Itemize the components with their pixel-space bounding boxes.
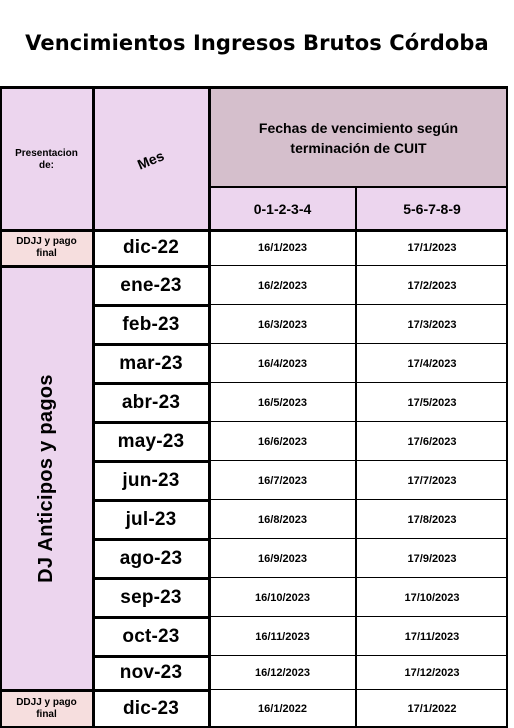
grid-hline <box>93 343 209 346</box>
grid-hline <box>209 186 508 188</box>
grid-hline <box>93 577 209 580</box>
header-fechas <box>209 89 508 187</box>
grid-hline <box>93 265 209 268</box>
grid-hline <box>93 382 209 385</box>
date-cell-0-4: 16/1/2023 <box>209 230 356 266</box>
grid-hline <box>209 421 508 422</box>
grid-hline <box>93 689 209 692</box>
grid-hline <box>209 265 508 266</box>
grid-hline <box>209 304 508 305</box>
group-ddjj-last <box>0 690 93 728</box>
date-cell-0-4: 16/10/2023 <box>209 578 356 617</box>
grid-vline <box>0 89 2 728</box>
date-cell-0-4: 16/8/2023 <box>209 500 356 539</box>
date-cell-5-9: 17/11/2023 <box>356 617 508 656</box>
group-anticipos <box>0 266 93 690</box>
grid-hline <box>209 538 508 539</box>
grid-hline <box>93 304 209 307</box>
grid-hline <box>209 689 508 690</box>
date-cell-5-9: 17/5/2023 <box>356 383 508 422</box>
header-cuit-0-4-label: 0-1-2-3-4 <box>253 200 312 217</box>
header-presentacion-label: Presentacion de: <box>15 147 78 171</box>
month-cell: feb-23 <box>93 305 209 344</box>
grid-hline <box>0 229 508 232</box>
month-cell: jul-23 <box>93 500 209 539</box>
grid-hline <box>209 655 508 656</box>
grid-hline <box>209 460 508 461</box>
date-cell-0-4: 16/2/2023 <box>209 266 356 305</box>
grid-hline <box>0 265 93 268</box>
header-cuit-5-9-label: 5-6-7-8-9 <box>403 200 461 217</box>
date-cell-0-4: 16/7/2023 <box>209 461 356 500</box>
grid-hline <box>209 343 508 344</box>
grid-vline <box>506 89 508 728</box>
date-cell-0-4: 16/4/2023 <box>209 344 356 383</box>
month-cell: abr-23 <box>93 383 209 422</box>
grid-vline <box>208 89 211 728</box>
month-cell: dic-22 <box>93 230 209 266</box>
group-anticipos-label: DJ Anticipos y pagos <box>35 373 58 583</box>
month-cell: sep-23 <box>93 578 209 617</box>
date-cell-5-9: 17/6/2023 <box>356 422 508 461</box>
month-cell: ene-23 <box>93 266 209 305</box>
header-presentacion <box>0 89 93 230</box>
grid-hline <box>93 655 209 658</box>
grid-hline <box>209 616 508 617</box>
grid-vline <box>355 187 357 728</box>
date-cell-5-9: 17/1/2023 <box>356 230 508 266</box>
grid-hline <box>0 689 93 692</box>
header-mes-label: Mes <box>135 146 167 173</box>
date-cell-5-9: 17/9/2023 <box>356 539 508 578</box>
date-cell-5-9: 17/7/2023 <box>356 461 508 500</box>
header-fechas-label: Fechas de vencimiento según terminación de CUIT <box>258 120 459 156</box>
month-cell: dic-23 <box>93 690 209 728</box>
date-cell-5-9: 17/10/2023 <box>356 578 508 617</box>
month-cell: mar-23 <box>93 344 209 383</box>
grid-vline <box>92 89 95 728</box>
month-cell: ago-23 <box>93 539 209 578</box>
date-cell-0-4: 16/9/2023 <box>209 539 356 578</box>
month-cell: may-23 <box>93 422 209 461</box>
date-cell-5-9: 17/1/2022 <box>356 690 508 728</box>
grid-hline <box>93 616 209 619</box>
grid-hline <box>93 499 209 502</box>
grid-hline <box>93 421 209 424</box>
date-cell-5-9: 17/12/2023 <box>356 656 508 690</box>
grid-hline <box>93 460 209 463</box>
header-cuit-5-9 <box>356 187 508 230</box>
grid-hline <box>93 538 209 541</box>
date-cell-5-9: 17/4/2023 <box>356 344 508 383</box>
month-cell: jun-23 <box>93 461 209 500</box>
grid-hline <box>209 382 508 383</box>
page-title: Vencimientos Ingresos Brutos Córdoba <box>25 31 489 55</box>
group-ddjj-last-label: DDJJ y pago final <box>16 697 77 720</box>
date-cell-0-4: 16/6/2023 <box>209 422 356 461</box>
group-ddjj-first-label: DDJJ y pago final <box>16 236 77 259</box>
date-cell-5-9: 17/8/2023 <box>356 500 508 539</box>
header-mes <box>93 89 209 230</box>
grid-hline <box>209 577 508 578</box>
date-cell-0-4: 16/5/2023 <box>209 383 356 422</box>
month-cell: oct-23 <box>93 617 209 656</box>
schedule-table <box>0 86 508 728</box>
month-cell: nov-23 <box>93 656 209 690</box>
date-cell-0-4: 16/12/2023 <box>209 656 356 690</box>
grid-hline <box>209 499 508 500</box>
header-cuit-0-4 <box>209 187 356 230</box>
date-cell-0-4: 16/3/2023 <box>209 305 356 344</box>
date-cell-0-4: 16/1/2022 <box>209 690 356 728</box>
date-cell-0-4: 16/11/2023 <box>209 617 356 656</box>
date-cell-5-9: 17/2/2023 <box>356 266 508 305</box>
date-cell-5-9: 17/3/2023 <box>356 305 508 344</box>
group-ddjj-first <box>0 230 93 266</box>
